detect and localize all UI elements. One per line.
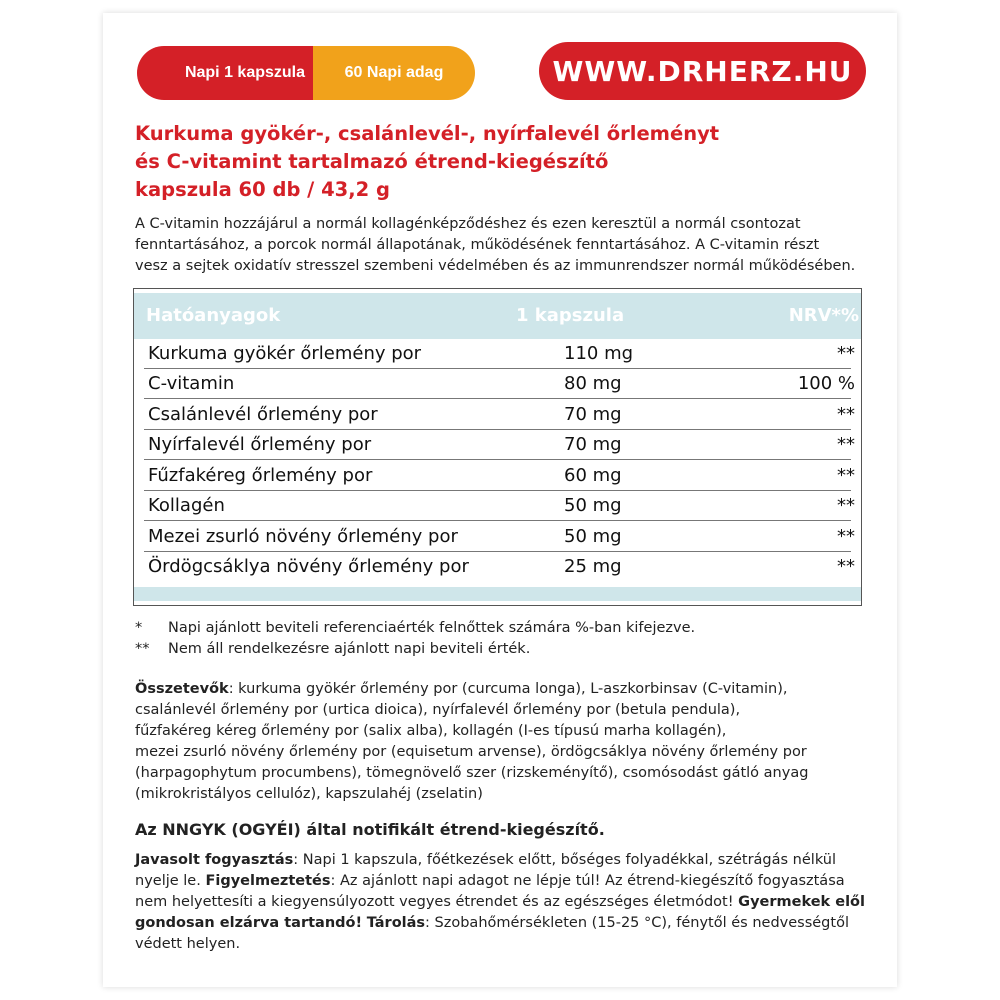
website-badge[interactable]: WWW.DRHERZ.HU — [539, 42, 866, 100]
warning-label: Figyelmeztetés — [205, 873, 331, 889]
table-row: Ördögcsáklya növény őrlemény por 25 mg ** — [148, 556, 855, 577]
table-row: Fűzfakéreg őrlemény por 60 mg ** — [134, 461, 861, 491]
footnotes — [135, 618, 875, 660]
footnote: * Napi ajánlott beviteli referenciaérték felnőttek számára %-ban kifejezve. — [135, 620, 696, 636]
table-row: Csalánlevél őrlemény por 70 mg ** — [134, 400, 861, 430]
storage-label: Tárolás — [366, 915, 426, 931]
active-ingredients-table — [133, 288, 862, 606]
table-row: Kurkuma gyökér őrlemény por 110 mg ** — [134, 339, 861, 369]
daily-dose-badge — [137, 46, 475, 100]
daily-portions-label: 60 Napi adag — [313, 46, 475, 100]
ingredients-label: Összetevők — [135, 681, 229, 697]
header-ingredients: Hatóanyagok — [146, 305, 281, 326]
footnote: ** Nem áll rendelkezésre ajánlott napi beviteli érték. — [135, 641, 531, 657]
product-title: Kurkuma gyökér-, csalánlevél-, nyírfalevél őrleményt és C-vitamint tartalmazó étrend-kiegészítő kapszula 60 db / 43,2 g — [135, 122, 720, 201]
daily-capsule-label: Napi 1 kapszula — [137, 46, 313, 100]
children-warning: Gyermekek elől — [738, 894, 865, 910]
table-footer-band — [134, 587, 861, 601]
usage-label: Javasolt fogyasztás — [135, 852, 294, 868]
header-per-capsule: 1 kapszula — [516, 305, 625, 326]
header-nrv: NRV*% — [788, 305, 859, 326]
table-row: Mezei zsurló növény őrlemény por 50 mg ** — [134, 522, 861, 552]
table-header — [134, 293, 861, 339]
children-warning-cont: gondosan elzárva tartandó! — [135, 915, 363, 931]
vitamin-c-claim: A C-vitamin hozzájárul a normál kollagénképződéshez és ezen keresztül a normál csontozat fenntartásához, a porcok normál állapotának, működésének fenntartásához. A C-vitamin részt vesz a sejtek oxidatív stresszel szembeni védelmében és az immunrendszer normál működésében. — [135, 216, 856, 274]
table-row: Kollagén 50 mg ** — [134, 491, 861, 521]
notification-statement: Az NNGYK (OGYÉI) által notifikált étrend-kiegészítő. — [135, 820, 605, 839]
usage-paragraph: Javasolt fogyasztás: Napi 1 kapszula, főétkezések előtt, bőséges folyadékkal, szétrágás nélkül nyelje le. Figyelmeztetés: Az ajánlott napi adagot ne lépje túl! Az étrend-kiegészítő fogyasztása nem helyettesíti a kiegyensúlyozott vegyes étrendet és az egészséges életmódot! Gyermekek elől gondosan elzárva tartandó! Tárolás: Szobahőmérsékleten (15-25 °C), fénytől és nedvességtől védett helyen. — [135, 852, 865, 952]
table-row: Nyírfalevél őrlemény por 70 mg ** — [134, 430, 861, 460]
table-row: C-vitamin 80 mg 100 % — [134, 369, 861, 399]
ingredients-paragraph: Összetevők: kurkuma gyökér őrlemény por (curcuma longa), L-aszkorbinsav (C-vitamin), csalánlevél őrlemény por (urtica dioica), nyírfalevél őrlemény por (betula pendula), fűzfakéreg kéreg őrlemény por (salix alba), kollagén (I-es típusú marha kollagén), mezei zsurló növény őrlemény por (equisetum arvense), ördögcsáklya növény őrlemény por (harpagophytum procumbens), tömegnövelő szer (rizskeményítő), csomósodást gátló anyag (mikrokristályos cellulóz), kapszulahéj (zselatin) — [135, 681, 809, 802]
